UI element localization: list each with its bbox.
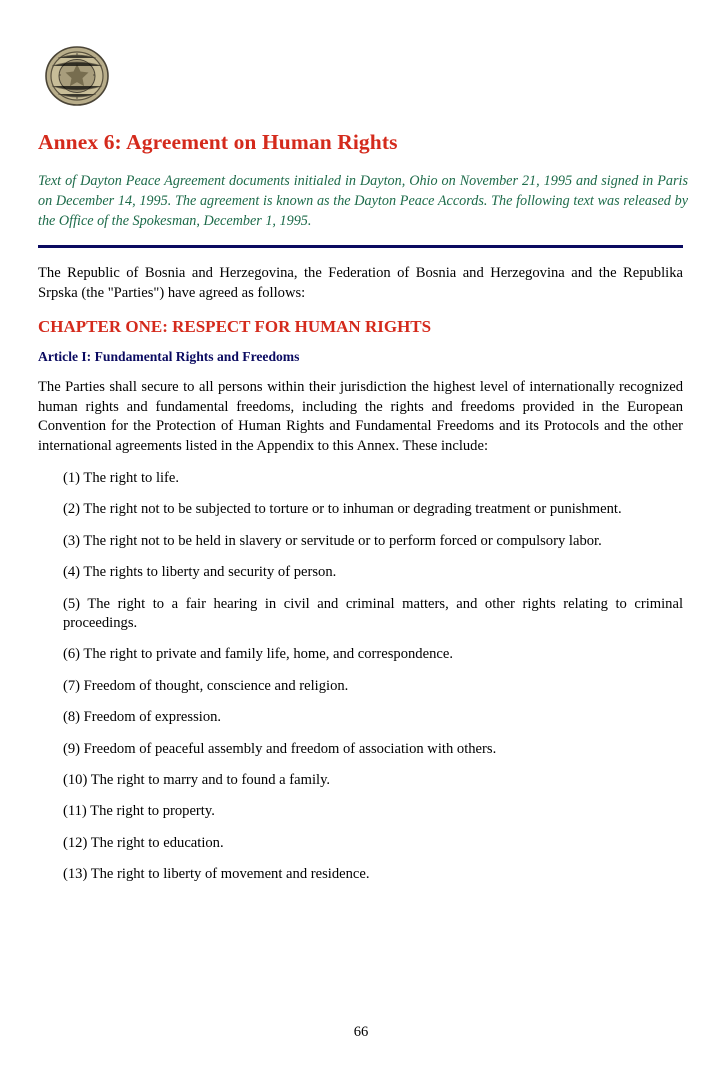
seal-container — [38, 44, 684, 108]
list-item: (7) Freedom of thought, conscience and religion. — [63, 677, 349, 694]
page-number: 66 — [353, 1024, 369, 1040]
list-item: (3) The right not to be held in slavery or servitude or to perform forced or compulsory labor. — [63, 532, 602, 549]
chapter-heading: CHAPTER ONE: RESPECT FOR HUMAN RIGHTS — [38, 317, 432, 337]
list-item: (10) The right to marry and to found a family. — [63, 771, 331, 788]
list-item: (11) The right to property. — [63, 803, 215, 820]
article-heading: Article I: Fundamental Rights and Freedoms — [38, 349, 300, 365]
us-department-of-state-seal-icon — [38, 44, 116, 108]
page-title: Annex 6: Agreement on Human Rights — [38, 130, 398, 154]
list-item: (9) Freedom of peaceful assembly and freedom of association with others. — [63, 740, 497, 757]
horizontal-rule — [38, 245, 683, 248]
list-item: (2) The right not to be subjected to torture or to inhuman or degrading treatment or punishment. — [63, 501, 622, 518]
list-item: (1) The right to life. — [63, 469, 180, 486]
list-item: (8) Freedom of expression. — [63, 709, 222, 726]
list-item: (13) The right to liberty of movement and residence. — [63, 866, 370, 883]
article-body-paragraph: The Parties shall secure to all persons within their jurisdiction the highest level of internationally recognized human rights and fundamental freedoms, including the rights and freedoms provided in the European Convention for the Protection of Human Rights and Fundamental Freedoms and its Protocols and the other international agreements listed in the Appendix to this Annex. These include: — [38, 379, 683, 454]
list-item: (12) The right to education. — [63, 834, 224, 851]
list-item: (5) The right to a fair hearing in civil and criminal matters, and other rights relating to criminal proceedings. — [63, 595, 683, 631]
intro-paragraph: The Republic of Bosnia and Herzegovina, the Federation of Bosnia and Herzegovina and the Republika Srpska (the "Parties") have agreed as follows: — [38, 265, 683, 301]
document-subtitle: Text of Dayton Peace Agreement documents initialed in Dayton, Ohio on November 21, 1995 and signed in Paris on December 14, 1995. The agreement is known as the Dayton Peace Accords. The following text was released by the Office of the Spokesman, December 1, 1995. — [38, 173, 688, 230]
list-item: (6) The right to private and family life, home, and correspondence. — [63, 646, 453, 663]
list-item: (4) The rights to liberty and security of person. — [63, 564, 337, 581]
